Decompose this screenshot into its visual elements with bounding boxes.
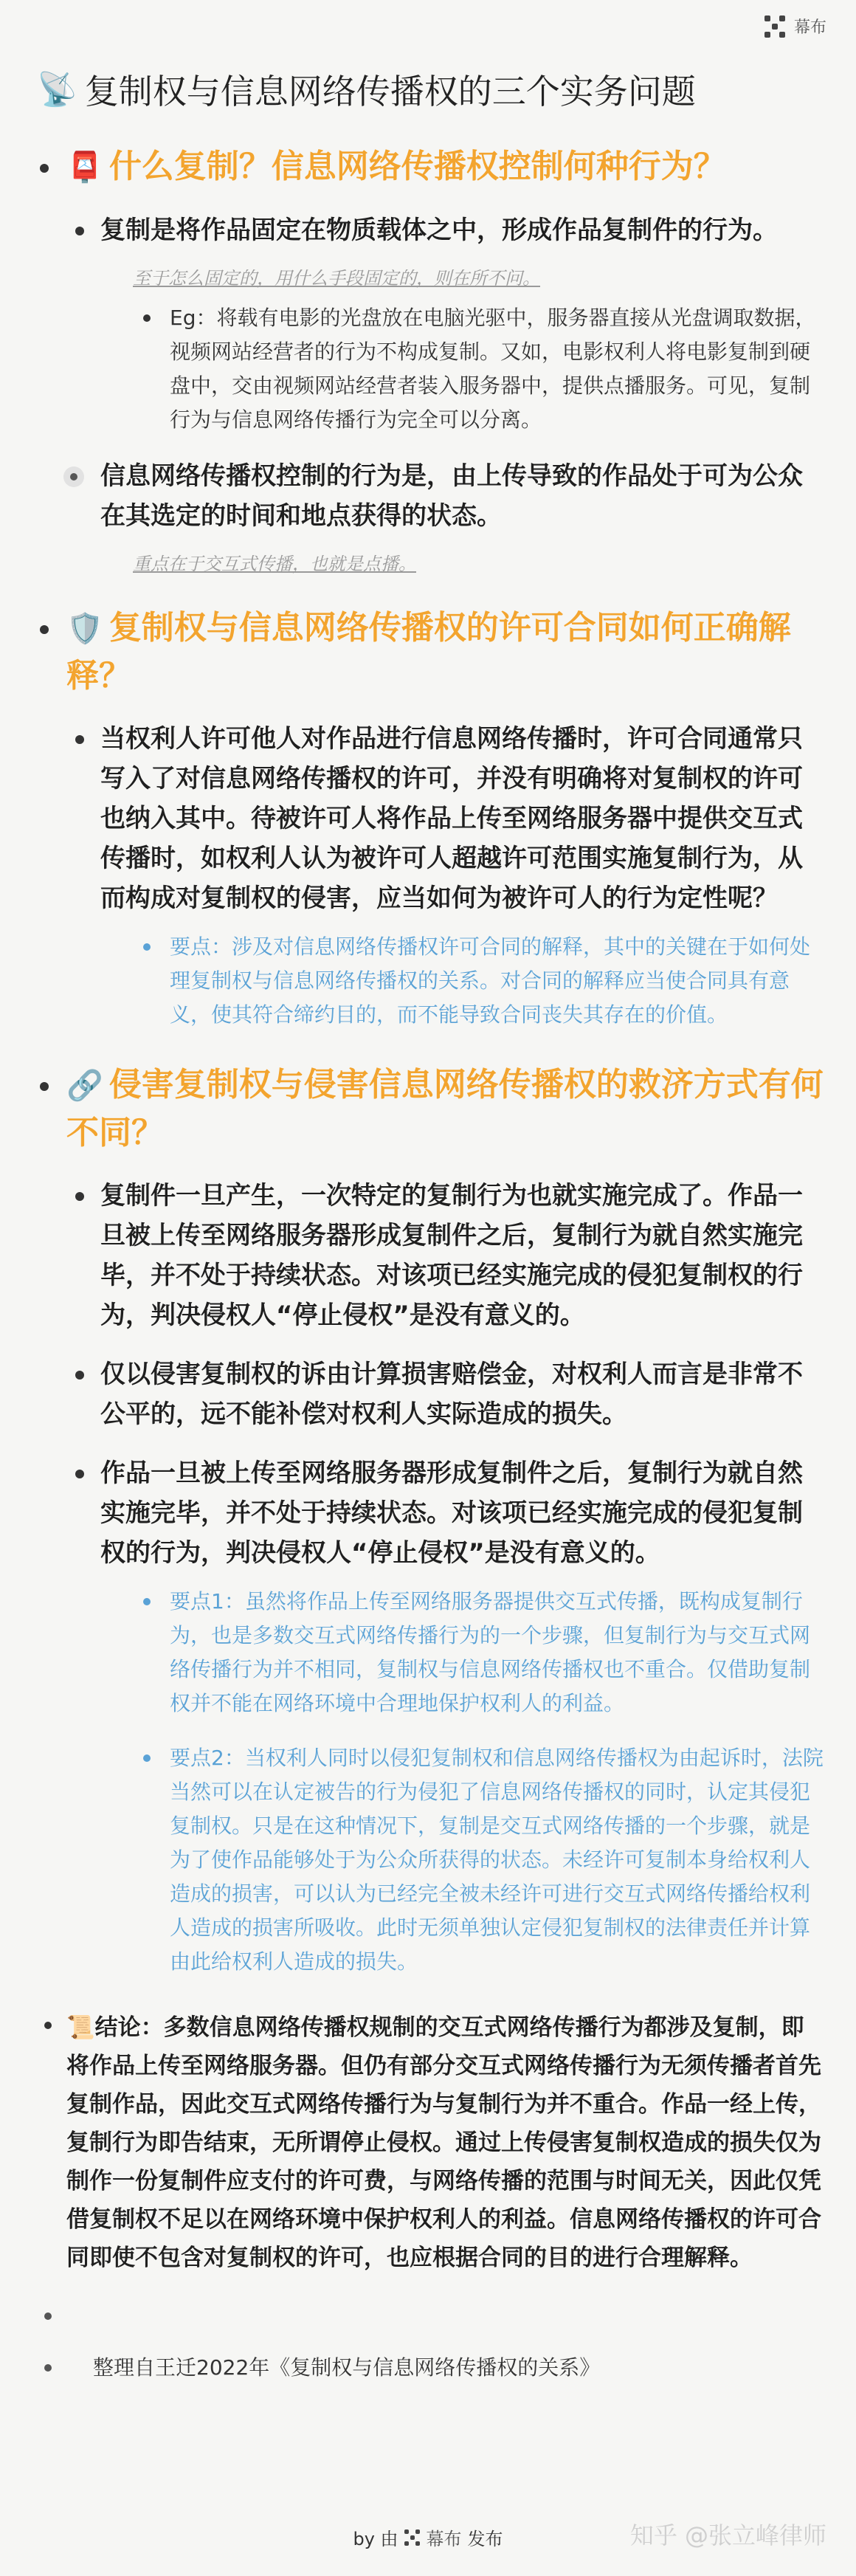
bullet[interactable]	[75, 735, 84, 744]
conclusion: 📜结论：多数信息网络传播权规制的交互式网络传播行为都涉及复制，即将作品上传至网络服务器。但仍有部分交互式网络传播行为无须传播者首先复制作品，因此交互式网络传播行为与复制行为并不重合。作品一经上传，复制行为即告结束，无所谓停止侵权。通过上传侵害复制权造成的损失仅为制作一份复制件应支付的许可费，与网络传播的范围与时间无关，因此仅凭借复制权不足以在网络环境中保护权利人的利益。信息网络传播权的许可合同即使不包含对复制权的许可，也应根据合同的目的进行合理解释。	[30, 2008, 826, 2277]
brand-header	[764, 15, 826, 38]
bullet[interactable]	[44, 2364, 52, 2372]
bullet[interactable]	[143, 314, 151, 322]
bullet[interactable]	[75, 1371, 84, 1380]
item-note: 至于怎么固定的，用什么手段固定的，则在所不问。	[133, 268, 540, 289]
bullet[interactable]	[44, 2312, 52, 2320]
satellite-icon: 📡	[37, 71, 77, 109]
empty-list-item[interactable]	[30, 2299, 826, 2329]
bullet[interactable]	[75, 227, 84, 235]
sub-item: Eg：将载有电影的光盘放在电脑光驱中，服务器直接从光盘调取数据，视频网站经营者的行为不构成复制。又如，电影权利人将电影复制到硬盘中，交由视频网站经营者装入服务器中，提供点播服务。可见，复制行为与信息网络传播行为完全可以分离。	[30, 301, 826, 437]
item-note: 重点在于交互式传播，也就是点播。	[133, 554, 416, 574]
bullet[interactable]	[143, 1754, 151, 1762]
postbox-icon: 📮	[66, 151, 103, 185]
collapsed-bullet-icon[interactable]	[63, 466, 84, 487]
key-point: 要点1：虽然将作品上传至网络服务器提供交互式传播，既构成复制行为，也是多数交互式网络传播行为的一个步骤，但复制行为与交互式网络传播行为并不相同，复制权与信息网络传播权也不重合。仅借助复制权并不能在网络环境中合理地保护权利人的利益。	[30, 1585, 826, 1721]
scroll-icon: 📜	[66, 2014, 95, 2041]
page-title	[37, 65, 826, 114]
shield-icon: 🛡️	[66, 612, 103, 646]
bullet[interactable]	[40, 1082, 49, 1091]
footer-brand[interactable]: 幕布	[426, 2529, 462, 2549]
page-title-text: 复制权与信息网络传播权的三个实务问题	[84, 72, 696, 111]
document-body	[30, 52, 826, 2385]
section-heading: 复制权与信息网络传播权的许可合同如何正确解释？	[66, 609, 791, 695]
list-item: 作品一旦被上传至网络服务器形成复制件之后，复制行为就自然实施完毕，并不处于持续状态。对该项已经实施完成的侵犯复制权的行为，判决侵权人“停止侵权”是没有意义的。	[30, 1453, 826, 1573]
bullet[interactable]	[40, 625, 49, 634]
bullet[interactable]	[143, 1598, 151, 1605]
bullet[interactable]	[75, 1192, 84, 1201]
list-item: 复制件一旦产生，一次特定的复制行为也就实施完成了。作品一旦被上传至网络服务器形成复制件之后，复制行为就自然实施完毕，并不处于持续状态。对该项已经实施完成的侵犯复制权的行为，判决侵权人“停止侵权”是没有意义的。	[30, 1176, 826, 1335]
list-item: 复制是将作品固定在物质载体之中，形成作品复制件的行为。	[30, 210, 826, 250]
key-point: 要点2：当权利人同时以侵犯复制权和信息网络传播权为由起诉时，法院当然可以在认定被告的行为侵犯了信息网络传播权的同时，认定其侵犯复制权。只是在这种情况下，复制是交互式网络传播的一个步骤，就是为了使作品能够处于为公众所获得的状态。未经许可复制本身给权利人造成的损害，可以认为已经完全被未经许可进行交互式网络传播给权利人造成的损害所吸收。此时无须单独认定侵犯复制权的法律责任并计算由此给权利人造成的损失。	[30, 1741, 826, 1979]
bullet[interactable]	[143, 943, 151, 951]
list-item: 当权利人许可他人对作品进行信息网络传播时，许可合同通常只写入了对信息网络传播权的许可，并没有明确将对复制权的许可也纳入其中。待被许可人将作品上传至网络服务器中提供交互式传播时，如权利人认为被许可人超越许可范围实施复制行为，从而构成对复制权的侵害，应当如何为被许可人的行为定性呢？	[30, 719, 826, 918]
bullet[interactable]	[40, 164, 49, 173]
list-item: 仅以侵害复制权的诉由计算损害赔偿金，对权利人而言是非常不公平的，远不能补偿对权利人实际造成的损失。	[30, 1354, 826, 1434]
watermark: 知乎 @张立峰律师	[629, 2521, 826, 2549]
footer: by 由 幕布 发布	[0, 2524, 856, 2550]
bullet[interactable]	[75, 1470, 84, 1478]
list-item-collapsed: 信息网络传播权控制的行为是，由上传导致的作品处于可为公众在其选定的时间和地点获得的状态。	[30, 456, 826, 536]
section-2	[30, 605, 826, 1032]
section-1	[30, 143, 826, 575]
mubu-logo-icon	[764, 16, 787, 38]
source-note: 整理自王迁2022年《复制权与信息网络传播权的关系》	[30, 2351, 826, 2385]
section-heading: 侵害复制权与侵害信息网络传播权的救济方式有何不同？	[66, 1066, 824, 1151]
key-point: 要点：涉及对信息网络传播权许可合同的解释，其中的关键在于如何处理复制权与信息网络传播权的关系。对合同的解释应当使合同具有意义，使其符合缔约目的，而不能导致合同丧失其存在的价值。	[30, 930, 826, 1032]
section-3	[30, 1061, 826, 1979]
section-heading: 什么复制？信息网络传播权控制何种行为？	[108, 148, 726, 185]
bullet[interactable]	[44, 2022, 52, 2029]
link-icon: 🔗	[66, 1069, 103, 1103]
mubu-logo-icon	[404, 2529, 421, 2546]
brand-name: 幕布	[793, 18, 826, 37]
